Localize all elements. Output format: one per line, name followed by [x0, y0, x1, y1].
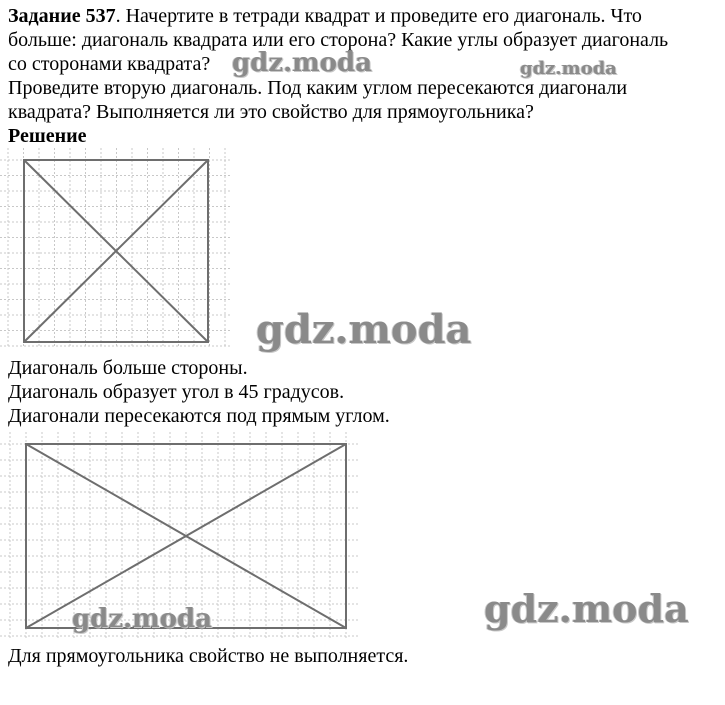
task-text-1: . Начертите в тетради квадрат и проведите его диагональ. Что	[115, 5, 642, 27]
answer-4: Для прямоугольника свойство не выполняется.	[8, 645, 409, 667]
watermark-large-1: gdz.moda	[256, 306, 472, 353]
answer-1: Диагональ больше стороны.	[8, 357, 248, 379]
answer-2: Диагональ образует угол в 45 градусов.	[8, 381, 345, 403]
grid-square	[0, 148, 230, 348]
task-line-1	[8, 4, 642, 28]
task-line-4: Проведите вторую диагональ. Под каким углом пересекаются диагонали	[8, 77, 628, 99]
task-line-5: квадрата? Выполняется ли это свойство для прямоугольника?	[8, 101, 534, 123]
answer-3: Диагонали пересекаются под прямым углом.	[8, 405, 390, 427]
square-figure	[0, 148, 240, 348]
solution-heading: Решение	[8, 125, 87, 147]
watermark-top-left: gdz.moda	[232, 48, 373, 78]
watermark-bottom-left: gdz.moda	[72, 604, 213, 634]
task-label: Задание 537	[8, 5, 116, 27]
task-line-3: со сторонами квадрата?	[8, 53, 211, 75]
watermark-top-right: gdz.moda	[520, 58, 617, 79]
task-line-2: больше: диагональ квадрата или его сторона? Какие углы образует диагональ	[8, 29, 669, 51]
watermark-large-2: gdz.moda	[484, 586, 689, 631]
